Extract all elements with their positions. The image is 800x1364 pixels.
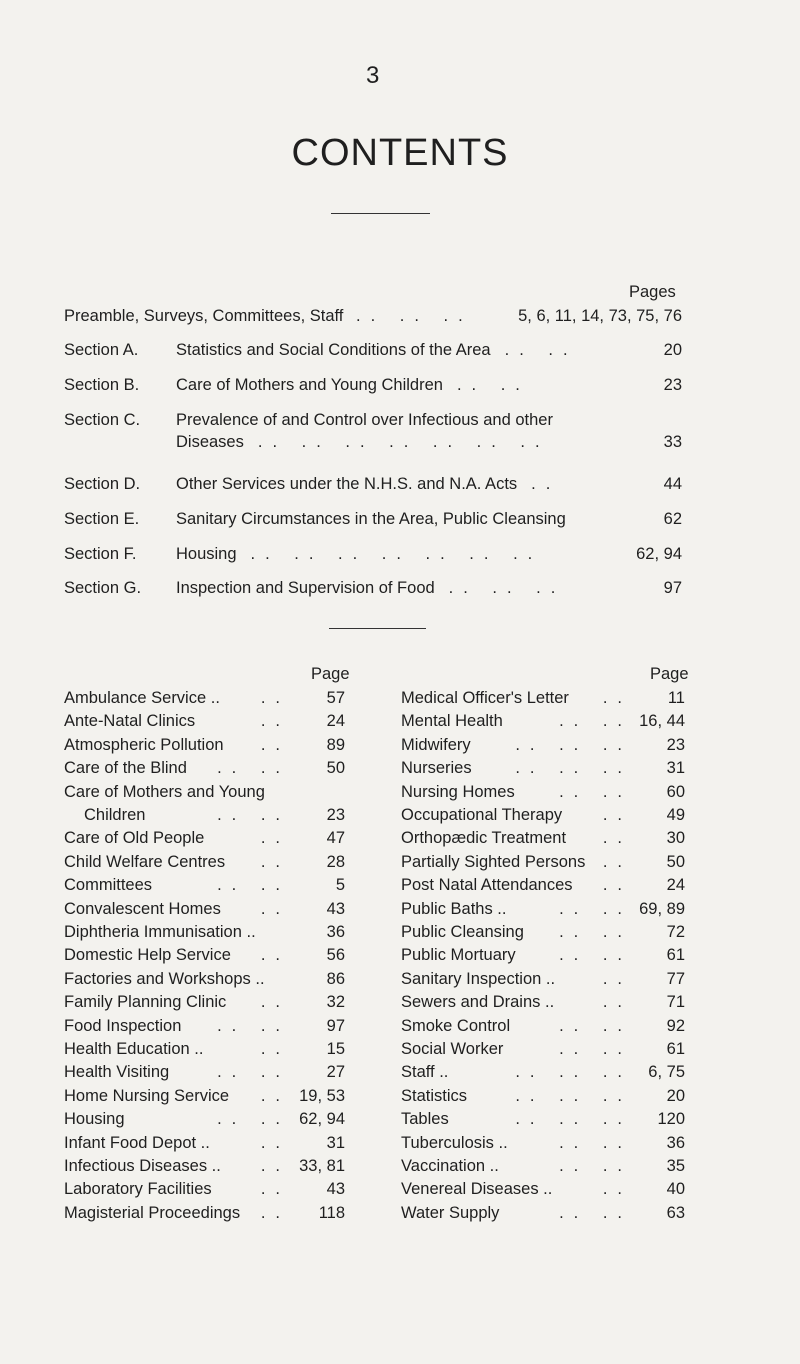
- index-entry-page: 40: [666, 1180, 685, 1199]
- index-entry-page: 33, 81: [299, 1157, 345, 1175]
- toc-leader-dots: .. .. ..: [448, 579, 566, 597]
- toc-section-label: Section C.: [64, 411, 141, 429]
- index-leader-dots: .. .. ..: [515, 1063, 632, 1082]
- index-entry-name: Home Nursing Service: [64, 1086, 230, 1105]
- index-entry-name: Magisterial Proceedings: [64, 1203, 241, 1222]
- index-entry-page: 20: [666, 1086, 685, 1105]
- index-entry-page: 50: [326, 759, 345, 778]
- toc-section-page: 62: [663, 510, 682, 528]
- index-entry-name: Sewers and Drains ..: [401, 993, 555, 1012]
- toc-section-label: Section B.: [64, 376, 140, 394]
- toc-section-title-text: Sanitary Circumstances in the Area, Public Cleansing: [176, 510, 566, 528]
- index-entry-name: Laboratory Facilities: [64, 1180, 212, 1199]
- index-leader-dots: ..: [602, 806, 632, 824]
- toc-section-label: Section D.: [64, 475, 141, 493]
- index-entry-page: 56: [326, 946, 345, 965]
- index-entry-name: Partially Sighted Persons: [401, 852, 586, 871]
- index-entry-page: 31: [666, 759, 685, 778]
- index-entry-name: Housing: [64, 1110, 125, 1129]
- index-leader-dots: .. ..: [559, 1016, 632, 1035]
- toc-section-title-text: Other Services under the N.H.S. and N.A. Acts: [176, 475, 518, 493]
- toc-section-title: [176, 579, 565, 598]
- index-entry-page: 71: [666, 993, 685, 1012]
- index-entry-page: 57: [326, 689, 345, 707]
- index-leader-dots: .. ..: [559, 782, 632, 801]
- index-entry-name: Domestic Help Service: [64, 946, 231, 965]
- toc-section-page: 23: [663, 376, 682, 394]
- toc-pages-header: Pages: [629, 283, 676, 301]
- index-entry-name: Tables: [401, 1110, 449, 1129]
- index-entry-name: Convalescent Homes: [64, 899, 221, 918]
- index-entry-page: 72: [666, 923, 685, 941]
- index-leader-dots: .. ..: [217, 876, 290, 895]
- index-leader-dots: ..: [602, 689, 632, 707]
- index-entry-name: Orthopædic Treatment: [401, 829, 567, 848]
- index-entry-page: 36: [326, 923, 345, 941]
- index-leader-dots: .. ..: [217, 1063, 290, 1082]
- toc-section-title: [176, 411, 553, 430]
- index-entry-name: Midwifery: [401, 735, 471, 754]
- toc-section-title: [176, 545, 542, 564]
- index-entry-name: Infectious Diseases ..: [64, 1157, 221, 1175]
- index-entry-name: Health Education ..: [64, 1040, 204, 1058]
- index-entry-page: 11: [667, 689, 685, 707]
- toc-section-label: Section E.: [64, 510, 140, 528]
- index-entry-name: Venereal Diseases ..: [401, 1180, 553, 1199]
- toc-section-title: [176, 475, 560, 494]
- index-entry-page: 24: [326, 712, 345, 731]
- index-entry-name: Medical Officer's Letter: [401, 689, 569, 707]
- index-leader-dots: .. .. ..: [515, 1110, 632, 1129]
- index-entry-name: Care of the Blind: [64, 759, 187, 778]
- toc-leader-dots: .. ..: [504, 341, 578, 359]
- index-entry-page: 47: [326, 829, 345, 848]
- index-entry-page: 24: [666, 876, 685, 895]
- index-entry-name: Smoke Control: [401, 1016, 511, 1035]
- index-entry-page: 6, 75: [648, 1063, 685, 1082]
- index-entry-name: Social Worker: [401, 1040, 504, 1058]
- index-entry-name: Public Mortuary: [401, 946, 516, 965]
- index-entry-page: 5: [335, 876, 345, 895]
- toc-section-title-text: Statistics and Social Conditions of the Area: [176, 341, 491, 359]
- index-entry-page: 97: [326, 1016, 345, 1035]
- toc-section-page: 97: [663, 579, 682, 597]
- index-entry-page: 31: [326, 1133, 345, 1152]
- index-entry-page: 61: [666, 1040, 685, 1058]
- index-entry-name: Factories and Workshops ..: [64, 969, 265, 988]
- index-entry-page: 62, 94: [299, 1110, 345, 1129]
- index-leader-dots: ..: [602, 876, 632, 895]
- toc-section-title-text: Prevalence of and Control over Infectious and other: [176, 411, 553, 429]
- index-entry-name: Post Natal Attendances: [401, 876, 573, 895]
- index-entry-name: Care of Mothers and Young: [64, 782, 265, 801]
- index-leader-dots: ..: [260, 1157, 290, 1175]
- index-entry-name: Care of Old People: [64, 829, 205, 848]
- index-entry-page: 19, 53: [299, 1086, 345, 1105]
- index-entry-page: 86: [326, 969, 345, 988]
- index-entry-page: 92: [666, 1016, 685, 1035]
- index-entry-page: 35: [666, 1157, 685, 1175]
- index-leader-dots: .. ..: [559, 1133, 632, 1152]
- toc-section-label: Section G.: [64, 579, 142, 597]
- index-entry-page: 63: [666, 1203, 685, 1222]
- index-entry-page: 89: [326, 735, 345, 754]
- index-leader-dots: ..: [602, 829, 632, 848]
- index-entry-page: 77: [666, 969, 685, 988]
- index-entry-name: Committees: [64, 876, 153, 895]
- toc-section-title-cont: [176, 433, 550, 452]
- index-entry-page: 16, 44: [639, 712, 685, 731]
- index-entry-name: Children: [84, 806, 146, 824]
- index-leader-dots: ..: [260, 946, 290, 965]
- page-title: CONTENTS: [291, 132, 509, 174]
- index-leader-dots: ..: [260, 1133, 290, 1152]
- index-leader-dots: .. .. ..: [515, 735, 632, 754]
- index-entry-page: 60: [666, 782, 685, 801]
- index-entry-name: Public Cleansing: [401, 923, 524, 941]
- toc-section-label: Section F.: [64, 545, 137, 563]
- index-leader-dots: ..: [260, 1180, 290, 1199]
- toc-preamble-pages: 5, 6, 11, 14, 73, 75, 76: [518, 307, 682, 325]
- toc-leader-dots: .. ..: [456, 376, 530, 394]
- toc-section-title-text: Inspection and Supervision of Food: [176, 579, 435, 597]
- index-leader-dots: .. ..: [217, 1016, 290, 1035]
- index-entry-name: Health Visiting: [64, 1063, 170, 1082]
- toc-section-title-text: Care of Mothers and Young Children: [176, 376, 443, 394]
- index-leader-dots: ..: [602, 1180, 632, 1199]
- index-entry-page: 43: [326, 1180, 345, 1199]
- index-entry-name: Nursing Homes: [401, 782, 515, 801]
- toc-leader-dots: .. .. ..: [355, 307, 473, 325]
- index-entry-page: 50: [666, 852, 685, 871]
- index-entry-page: 23: [326, 806, 345, 824]
- index-leader-dots: .. ..: [217, 806, 290, 824]
- index-leader-dots: .. ..: [559, 1203, 632, 1222]
- index-leader-dots: ..: [260, 712, 290, 731]
- index-leader-dots: ..: [260, 1086, 290, 1105]
- toc-section-title: [176, 341, 578, 360]
- index-leader-dots: ..: [260, 735, 290, 754]
- toc-section-title: [176, 376, 530, 395]
- index-entry-name: Ambulance Service ..: [64, 689, 220, 707]
- toc-section-page: 62, 94: [636, 545, 682, 563]
- index-leader-dots: .. ..: [559, 923, 632, 941]
- index-leader-dots: .. .. ..: [515, 759, 632, 778]
- index-entry-name: Statistics: [401, 1086, 468, 1105]
- index-entry-page: 27: [326, 1063, 345, 1082]
- index-entry-page: 28: [326, 852, 345, 871]
- index-entry-page: 43: [326, 899, 345, 918]
- index-entry-name: Water Supply: [401, 1203, 500, 1222]
- toc-section-page: 33: [663, 433, 682, 451]
- index-entry-page: 61: [666, 946, 685, 965]
- index-leader-dots: ..: [260, 852, 290, 871]
- index-entry-page: 15: [326, 1040, 345, 1058]
- index-leader-dots: .. ..: [559, 946, 632, 965]
- index-leader-dots: .. ..: [217, 1110, 290, 1129]
- index-leader-dots: ..: [260, 993, 290, 1012]
- toc-section-title-text: Housing: [176, 545, 237, 563]
- index-entry-name: Child Welfare Centres: [64, 852, 226, 871]
- index-entry-page: 118: [318, 1203, 345, 1222]
- index-entry-name: Family Planning Clinic: [64, 993, 227, 1012]
- page-number: 3: [366, 62, 380, 89]
- index-leader-dots: .. ..: [559, 1040, 632, 1058]
- index-right-page-header: Page: [650, 665, 689, 683]
- index-entry-page: 30: [666, 829, 685, 848]
- toc-section-page: 44: [663, 475, 682, 493]
- index-entry-name: Nurseries: [401, 759, 472, 778]
- index-leader-dots: ..: [602, 969, 632, 988]
- index-entry-name: Sanitary Inspection ..: [401, 969, 556, 988]
- toc-leader-dots: ..: [531, 475, 561, 493]
- index-entry-name: Public Baths ..: [401, 899, 507, 918]
- toc-preamble: [64, 307, 473, 326]
- index-entry-name: Occupational Therapy: [401, 806, 563, 824]
- index-leader-dots: .. ..: [217, 759, 290, 778]
- toc-section-page: 20: [663, 341, 682, 359]
- index-leader-dots: ..: [602, 852, 632, 871]
- toc-section-title: [176, 510, 566, 529]
- index-leader-dots: ..: [260, 689, 290, 707]
- toc-preamble-label: Preamble, Surveys, Committees, Staff: [64, 307, 344, 325]
- index-entry-name: Diphtheria Immunisation ..: [64, 923, 256, 941]
- index-leader-dots: ..: [260, 829, 290, 848]
- index-entry-name: Staff ..: [401, 1063, 449, 1082]
- index-entry-name: Vaccination ..: [401, 1157, 499, 1175]
- index-leader-dots: ..: [260, 899, 290, 918]
- toc-section-label: Section A.: [64, 341, 139, 359]
- index-entry-page: 23: [666, 735, 685, 754]
- toc-leader-dots: .. .. .. .. .. .. ..: [257, 433, 550, 451]
- index-entry-name: Atmospheric Pollution: [64, 735, 224, 754]
- index-leader-dots: .. ..: [559, 1157, 632, 1175]
- index-entry-page: 32: [326, 993, 345, 1012]
- index-entry-name: Tuberculosis ..: [401, 1133, 508, 1152]
- index-leader-dots: ..: [260, 1040, 290, 1058]
- index-leader-dots: ..: [260, 1203, 290, 1222]
- divider: [331, 213, 430, 214]
- index-entry-name: Infant Food Depot ..: [64, 1133, 210, 1152]
- toc-section-title-cont-text: Diseases: [176, 433, 244, 451]
- index-leader-dots: .. .. ..: [515, 1086, 632, 1105]
- index-entry-page: 120: [657, 1110, 685, 1129]
- index-leader-dots: .. ..: [559, 712, 632, 731]
- toc-leader-dots: .. .. .. .. .. .. ..: [250, 545, 543, 563]
- index-entry-page: 69, 89: [639, 899, 685, 918]
- index-leader-dots: .. ..: [559, 899, 632, 918]
- index-entry-name: Ante-Natal Clinics: [64, 712, 196, 731]
- index-entry-page: 36: [666, 1133, 685, 1152]
- index-entry-page: 49: [666, 806, 685, 824]
- divider: [329, 628, 426, 629]
- index-left-page-header: Page: [311, 665, 350, 683]
- index-entry-name: Mental Health: [401, 712, 503, 731]
- index-leader-dots: ..: [602, 993, 632, 1012]
- index-entry-name: Food Inspection: [64, 1016, 182, 1035]
